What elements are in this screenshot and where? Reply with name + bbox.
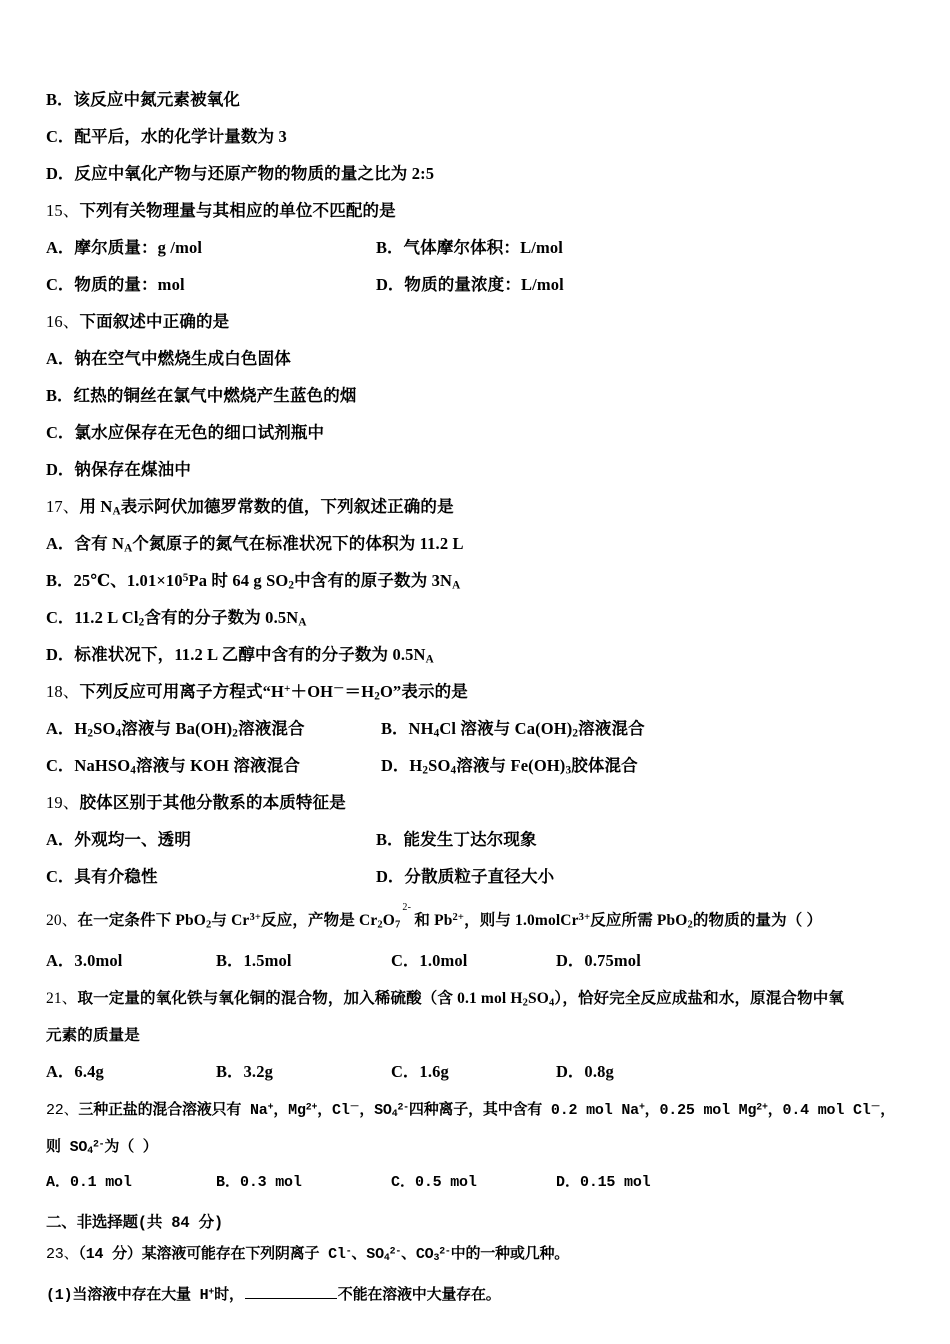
question-23-sub-1: (1)当溶液中存在大量 H+时， 不能在溶液中大量存在。 xyxy=(46,1284,918,1305)
option-text: 该反应中氮元素被氧化 xyxy=(73,90,241,109)
question-20-stem xyxy=(46,902,918,935)
question-21-options-row xyxy=(46,1064,918,1085)
question-stem-text: 取一定量的氧化铁与氧化铜的混合物，加入稀硫酸（含 0.1 mol $H_2SO_4$），恰好完全反应成盐和水，原混合物中氧 xyxy=(77,990,845,1009)
option-c[interactable]: C．物质的量：mol xyxy=(46,275,185,294)
question-number: 20、 xyxy=(46,912,78,929)
question-17-option-a[interactable]: A．含有 $N_A$个氮原子的氮气在标准状况下的体积为 11.2 L xyxy=(46,534,464,555)
question-number: 17、 xyxy=(46,497,80,516)
question-stem-text: 三种正盐的混合溶液只有 Na+，$Mg^{2+}$，Cl－，$SO_4^{2-}$四种离子，其中含有 0.2 mol Na+，0.25 mol $Mg^{2+}$，0.4 mol Cl－， xyxy=(78,1101,896,1120)
option-a[interactable]: A．$H_2SO_4$溶液与 $Ba(OH)_2$溶液混合 xyxy=(46,719,305,740)
question-19-options-row-1 xyxy=(46,832,918,853)
question-stem-text: 下面叙述中正确的是 xyxy=(79,312,230,331)
carryover-option-b xyxy=(46,92,918,113)
question-16-option-c[interactable]: C．氯水应保存在无色的细口试剂瓶中 xyxy=(46,423,325,442)
question-stem-text: 下列有关物理量与其相应的单位不匹配的是 xyxy=(79,201,396,220)
question-number: 23、 xyxy=(46,1246,79,1263)
question-17-option-b[interactable]: B．25℃、$1.01\times 10^5Pa$ 时 64 g $SO_2$中含有的原子数为 $3N_A$ xyxy=(46,571,461,592)
question-number: 15、 xyxy=(46,201,80,220)
question-17-option-c[interactable]: C．11.2 L $Cl_2$含有的分子数为 $0.5N_A$ xyxy=(46,608,307,629)
question-16-stem xyxy=(46,314,918,335)
question-stem-text: 某溶液可能存在下列阴离子 Cl-、$SO_4^{2-}$、$CO_3^{2-}$中的一种或几种。 xyxy=(141,1245,570,1264)
option-label: D． xyxy=(46,164,75,183)
question-15-options-row-2 xyxy=(46,277,918,298)
option-b[interactable]: B．能发生丁达尔现象 xyxy=(376,830,537,849)
question-21-stem-line-1 xyxy=(46,990,918,1011)
option-c[interactable]: C．1.0mol xyxy=(391,951,468,970)
question-15-options-row-1 xyxy=(46,240,918,261)
carryover-option-c xyxy=(46,129,918,150)
option-label: B． xyxy=(46,90,74,109)
question-stem-text: 胶体区别于其他分散系的本质特征是 xyxy=(79,793,346,812)
question-17-option-d[interactable]: D．标准状况下，11.2 L 乙醇中含有的分子数为 $0.5N_A$ xyxy=(46,645,434,666)
question-15-stem xyxy=(46,203,918,224)
question-16-option-a[interactable]: A．钠在空气中燃烧生成白色固体 xyxy=(46,349,291,368)
question-21-stem-line-2: 元素的质量是 xyxy=(46,1027,140,1044)
question-19-options-row-2 xyxy=(46,869,918,890)
option-a[interactable]: A．3.0mol xyxy=(46,951,123,970)
option-d[interactable]: D．0.8g xyxy=(556,1062,614,1081)
option-text: 反应中氧化产物与还原产物的物质的量之比为 2:5 xyxy=(74,164,435,183)
question-22-stem-line-1 xyxy=(46,1101,918,1122)
option-c[interactable]: C．0.5 mol xyxy=(391,1174,477,1191)
question-18-stem xyxy=(46,684,918,705)
option-d[interactable]: D．$H_2SO_4$溶液与 $Fe(OH)_3$胶体混合 xyxy=(381,756,638,777)
answer-blank[interactable] xyxy=(245,1284,337,1299)
question-number: 18、 xyxy=(46,682,80,701)
question-23-stem xyxy=(46,1245,918,1266)
question-stem-text: 用 $N_A$表示阿伏加德罗常数的值，下列叙述正确的是 xyxy=(79,497,454,518)
question-17-stem xyxy=(46,499,918,520)
section-2-heading: 二、非选择题(共 84 分) xyxy=(46,1214,224,1232)
question-16-option-b[interactable]: B．红热的铜丝在氯气中燃烧产生蓝色的烟 xyxy=(46,386,357,405)
option-b[interactable]: B．$NH_4Cl$ 溶液与 $Ca(OH)_2$溶液混合 xyxy=(381,719,645,740)
option-d[interactable]: D．物质的量浓度：L/mol xyxy=(376,275,564,294)
question-16-option-d[interactable]: D．钠保存在煤油中 xyxy=(46,460,191,479)
question-stem-text: 下列反应可用离子方程式“$H^++OH^-=H_2O$”表示的是 xyxy=(79,682,468,703)
option-b[interactable]: B．气体摩尔体积：L/mol xyxy=(376,238,563,257)
option-d[interactable]: D．0.15 mol xyxy=(556,1174,651,1191)
question-22-stem-line-2: 则 $SO_4^{2-}$为（ ） xyxy=(46,1138,158,1157)
option-label: C． xyxy=(46,127,75,146)
question-number: 21、 xyxy=(46,990,78,1007)
option-b[interactable]: B．1.5mol xyxy=(216,951,292,970)
option-a[interactable]: A．外观均一、透明 xyxy=(46,830,191,849)
question-score: （14 分） xyxy=(78,1246,142,1263)
option-d[interactable]: D．0.75mol xyxy=(556,951,641,970)
question-number: 22、 xyxy=(46,1102,79,1119)
question-19-stem xyxy=(46,795,918,816)
option-a[interactable]: A．6.4g xyxy=(46,1062,104,1081)
option-text: 配平后，水的化学计量数为 3 xyxy=(74,127,287,146)
question-18-options-row-2 xyxy=(46,758,918,779)
question-22-options-row xyxy=(46,1175,918,1196)
option-b[interactable]: B．3.2g xyxy=(216,1062,273,1081)
carryover-option-d xyxy=(46,166,918,187)
option-c[interactable]: C．具有介稳性 xyxy=(46,867,158,886)
question-number: 19、 xyxy=(46,793,80,812)
question-number: 16、 xyxy=(46,312,80,331)
option-a[interactable]: A．0.1 mol xyxy=(46,1174,132,1191)
question-18-options-row-1 xyxy=(46,721,918,742)
option-a[interactable]: A．摩尔质量：g /mol xyxy=(46,238,203,257)
option-b[interactable]: B．0.3 mol xyxy=(216,1174,302,1191)
option-c[interactable]: C．NaHSO$_4$溶液与 KOH 溶液混合 xyxy=(46,756,301,777)
option-d[interactable]: D．分散质粒子直径大小 xyxy=(376,867,555,886)
question-stem-text: 在一定条件下 PbO$_2$与 $Cr^{3+}$反应，产物是 $Cr_2O_7$ 2- 和 $Pb^{2+}$，则与 1.0molCr$^{3+}$反应所需 PbO$_2$的物质的量为（ ） xyxy=(77,902,823,931)
question-20-options-row xyxy=(46,953,918,974)
exam-content xyxy=(46,92,918,1305)
option-c[interactable]: C．1.6g xyxy=(391,1062,449,1081)
